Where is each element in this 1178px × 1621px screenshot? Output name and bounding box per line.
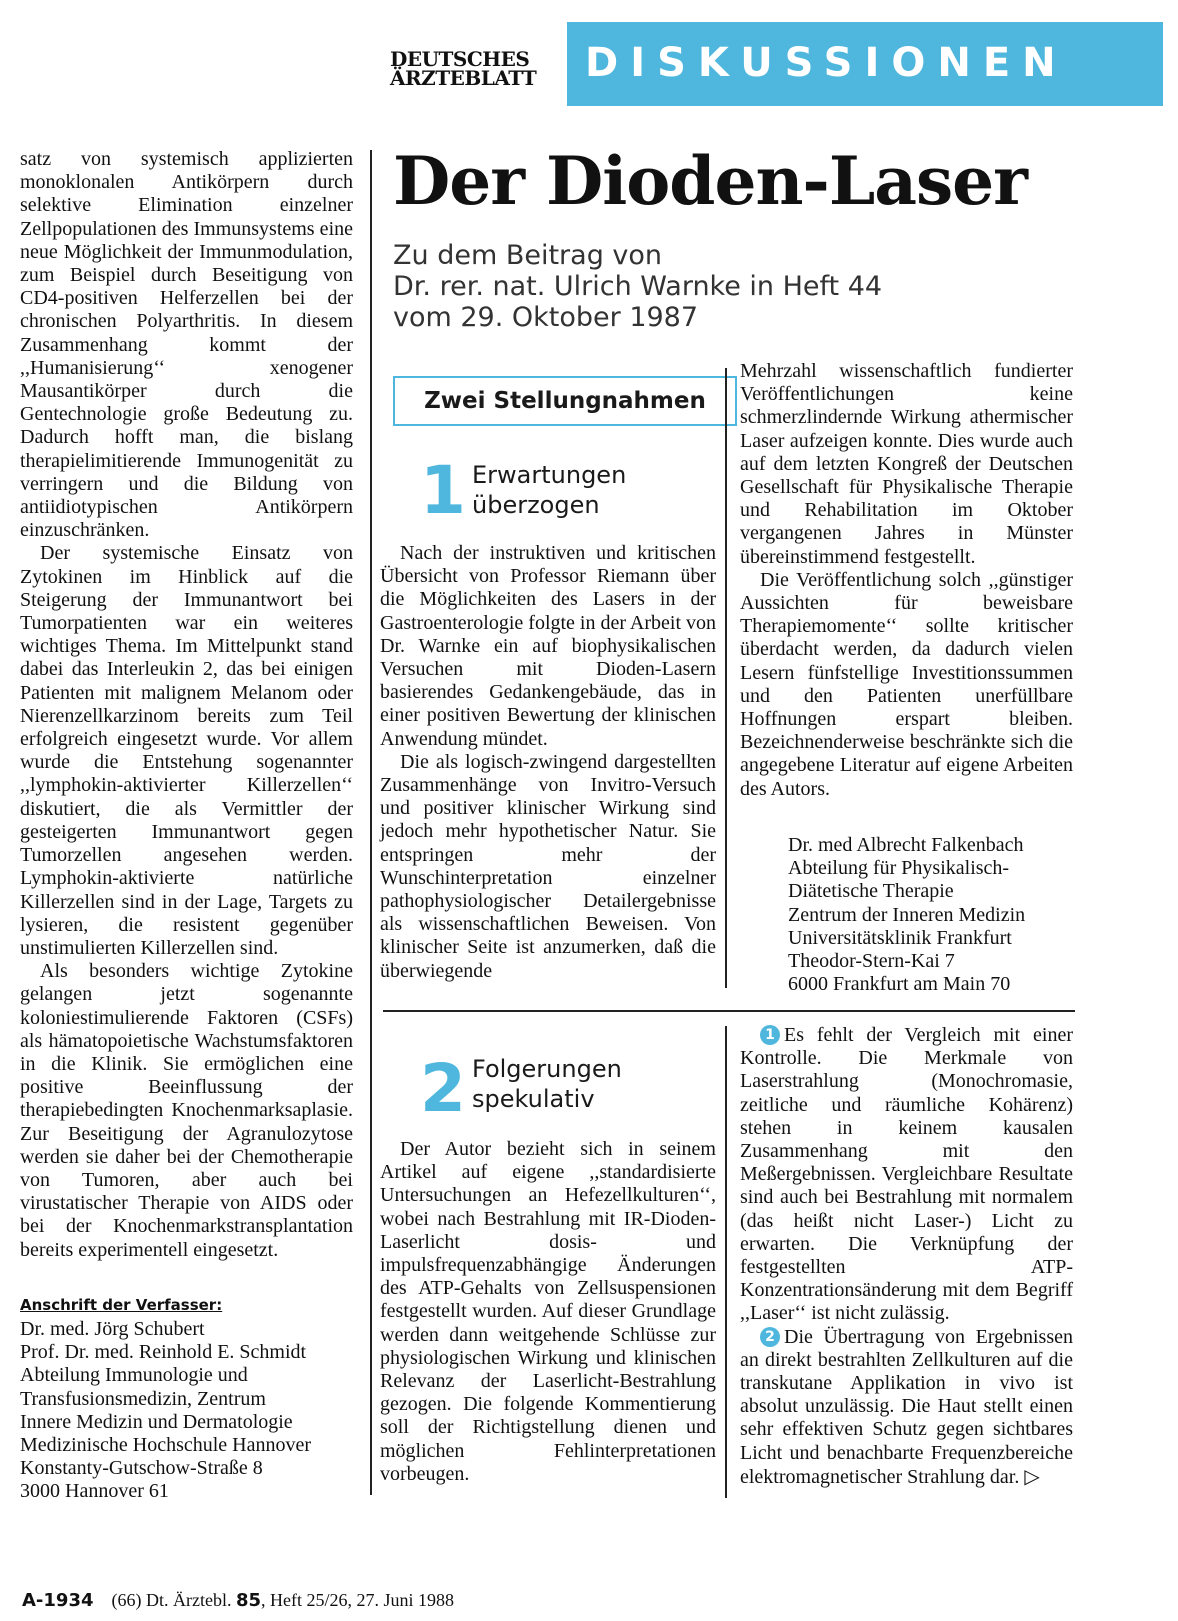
footer-issue: , Heft 25/26, 27. Juni 1988 [261, 1590, 455, 1610]
section1-paragraph: Die als logisch-zwingend dargestellten Zusammenhänge von Invitro-Versuch und positiver klinischer Wirkung sind jedoch mehr hypothetischer Natur. Sie entspringen mehr der Wunschinterpretation einzelner pathophysiologischer Detailergebnisse als wissenschaftlichen Beweisen. Von klinischer Seite ist anzumerken, daß die überwiegende [380, 750, 716, 982]
point-number-badge: 1 [760, 1025, 780, 1045]
article-subtitle [393, 240, 882, 333]
left-paragraph: Der systemische Einsatz von Zytokinen im Hinblick auf die Steigerung der Immunantwort bei Tumorpatienten war ein weiteres wichtiges Thema. Im Mittelpunkt stand dabei das Interleukin 2, das bei einigen Patienten mit malignem Melanom oder Nierenzellkarzinom bereits zum Teil erfolgreich eingesetzt wurde. Vor allem wurde die Entstehung sogenannter ,,lymphokin-aktivierter Killerzellen‘‘ diskutiert, die als Vermittler der gesteigerten Immunantwort gegen Tumorzellen angesehen werden. Lymphokin-aktivierte natürliche Killerzellen sind in der Lage, Targets zu lysieren, die resistent gegenüber unstimulierten Killerzellen sind. [20, 542, 353, 959]
point-number-badge: 2 [760, 1327, 780, 1347]
masthead-line1: DEUTSCHES [390, 47, 530, 71]
address-line: Abteilung Immunologie und Transfusionsmedizin, Zentrum [20, 1364, 266, 1410]
section1-paragraph: Nach der instruktiven und kritischen Übersicht von Professor Riemann über die Möglichkeiten des Lasers in der Gastroenterologie folgte in der Arbeit von Dr. Warnke ein auf biophysikalischen Versuchen mit Dioden-Lasern basierendes Gedankengebäude, das in einer positiven Bewertung der klinischen Anwendung mündet. [380, 542, 717, 750]
section1-signature [788, 834, 1088, 996]
signature-line: Zentrum der Inneren Medizin [788, 903, 1026, 926]
point-text: Es fehlt der Vergleich mit einer Kontrolle. Die Merkmale von Laserstrahlung (Monochromasie, zeitliche und räumliche Kohärenz) stehen in keinem kausalen Zusammenhang mit den Meßergebnissen. Vergleichbare Resultate sind auch bei Bestrahlung mit normalem (das heißt nicht Laser-) Licht zu erwarten. Die Verknüpfung der festgestellten ATP-Konzentrationsänderung mit dem Begriff ,,Laser‘‘ ist nicht zulässig. [740, 1024, 1073, 1325]
footer-volume: 85 [235, 1590, 262, 1611]
section2-body [380, 1138, 716, 1486]
address-line: Konstanty-Gutschow-Straße 8 [20, 1457, 263, 1480]
section1-heading [472, 460, 626, 520]
section-banner-label: DISKUSSIONEN [585, 40, 1068, 86]
left-paragraph: Als besonders wichtige Zytokine gelangen jetzt sogenannte koloniestimulierende Faktoren (CSFs) als hämatopoietische Wachstumsfaktoren in die Klinik. Sie ermöglichen eine positive Beeinflussung der therapiebedingten Knochenmarksaplasie. Zur Beseitigung der Agranulozytose werden sie daher bei der Chemotherapie von Tumoren, aber auch bei virustatischer Therapie von AIDS oder bei der Knochenmarkstransplantation bereits experimentell eingesetzt. [20, 960, 353, 1261]
left-column [20, 148, 353, 1262]
signature-line: Theodor-Stern-Kai 7 [788, 950, 955, 973]
address-line: 3000 Hannover 61 [20, 1480, 169, 1503]
signature-line: 6000 Frankfurt am Main 70 [788, 973, 1011, 996]
masthead [390, 47, 560, 90]
footer-text: (66) Dt. Ärztebl. [111, 1590, 232, 1610]
signature-line: Diätetische Therapie [788, 880, 954, 903]
address-line: Medizinische Hochschule Hannover [20, 1434, 312, 1457]
section1-continuation [740, 360, 1073, 801]
section1-heading-line: überzogen [472, 491, 600, 519]
section1-continuation-paragraph: Mehrzahl wissenschaftlich fundierter Veröffentlichungen keine schmerzlindernde Wirkung athermischer Laser aufzeigen konnte. Dies wurde auch auf dem letzten Kongreß der Deutschen Gesellschaft für Physikalische Therapie und Rehabilitation im Oktober vergangenen Jahres in Münster übereinstimmend festgestellt. [740, 360, 1073, 568]
point-text: Die Übertragung von Ergebnissen an direkt bestrahlten Zellkulturen auf die transkutane Applikation in vivo ist absolut unzulässig. Die Haut stellt einen sehr effektiven Schutz gegen sichtbares Licht und benachbarte Frequenzbereiche elektromagnetischer Strahlung dar. [740, 1325, 1073, 1488]
subtitle-line: Dr. rer. nat. Ulrich Warnke in Heft 44 [393, 271, 883, 302]
section2-heading-line: Folgerungen [472, 1055, 622, 1083]
section-divider [383, 1010, 1075, 1012]
section2-heading-line: spekulativ [472, 1085, 595, 1113]
section1-number: 1 [420, 452, 466, 529]
author-address [20, 1296, 360, 1504]
footer-page-code: A-1934 [22, 1590, 94, 1611]
section-banner [567, 22, 1163, 106]
address-line: Prof. Dr. med. Reinhold E. Schmidt [20, 1341, 307, 1364]
signature-line: Dr. med Albrecht Falkenbach [788, 834, 1024, 856]
article-title: Der Dioden-Laser [393, 142, 1027, 220]
section2-heading [472, 1054, 622, 1114]
address-line: Innere Medizin und Dermatologie [20, 1410, 293, 1433]
signature-line: Universitätsklinik Frankfurt [788, 926, 1012, 949]
statements-box: Zwei Stellungnahmen [393, 376, 737, 426]
address-label: Anschrift der Verfasser: [20, 1296, 223, 1314]
section1-continuation-paragraph: Die Veröffentlichung solch ,,günstiger Aussichten für beweisbare Therapiemomente‘‘ sollte kritischer überdacht werden, da dadurch vielen Lesern fünfstellige Investitionssummen und den Patienten unerfüllbare Hoffnungen erspart bleiben. Bezeichnenderweise beschränkte sich die angegebene Literatur auf eigene Arbeiten des Autors. [740, 568, 1073, 800]
subtitle-line: vom 29. Oktober 1987 [393, 302, 699, 333]
inner-column-divider [725, 368, 727, 988]
subtitle-line: Zu dem Beitrag von [393, 240, 663, 271]
inner-column-divider-2 [725, 1026, 727, 1498]
continue-arrow-icon: ▷ [1024, 1463, 1040, 1488]
section2-number: 2 [420, 1050, 466, 1127]
section2-points [740, 1024, 1073, 1489]
section1-heading-line: Erwartungen [472, 461, 627, 489]
masthead-line2: ÄRZTEBLATT [390, 66, 537, 90]
address-line: Dr. med. Jörg Schubert [20, 1318, 205, 1340]
signature-line: Abteilung für Physikalisch- [788, 857, 1010, 880]
section2-paragraph: Der Autor bezieht sich in seinem Artikel auf eigene ,,standardisierte Untersuchungen an Hefezellkulturen‘‘, wobei nach Bestrahlung mit IR-Dioden-Laserlicht dosis- und impulsfrequenzabhängige Änderungen des ATP-Gehalts von Zellsuspensionen festgestellt wurden. Auf dieser Grundlage werden dann weitgehende Schlüsse zur physiologischen Wirkung und klinischen Relevanz der Laserlicht-Bestrahlung gezogen. Die folgende Kommentierung soll der Richtigstellung dienen und möglichen Fehlinterpretationen vorbeugen. [380, 1138, 716, 1485]
column-divider [370, 150, 372, 1495]
section1-body [380, 542, 716, 983]
section2-point [740, 1024, 1073, 1326]
left-paragraph: satz von systemisch applizierten monoklonalen Antikörpern durch selektive Elimination einzelner Zellpopulationen des Immunsystems eine neue Möglichkeit der Immunmodulation, zum Beispiel durch Beseitigung von CD4-positiven Helferzellen bei der chronischen Polyarthritis. In diesem Zusammenhang kommt der ,,Humanisierung‘‘ xenogener Mausantikörper durch die Gentechnologie große Bedeutung zu. Dadurch hofft man, die bislang therapielimitierende Immunogenität zu verringern und die Bildung von antiidiotypischen Antikörpern einzuschränken. [20, 148, 353, 542]
page-footer [22, 1590, 454, 1611]
section2-point [740, 1326, 1073, 1489]
